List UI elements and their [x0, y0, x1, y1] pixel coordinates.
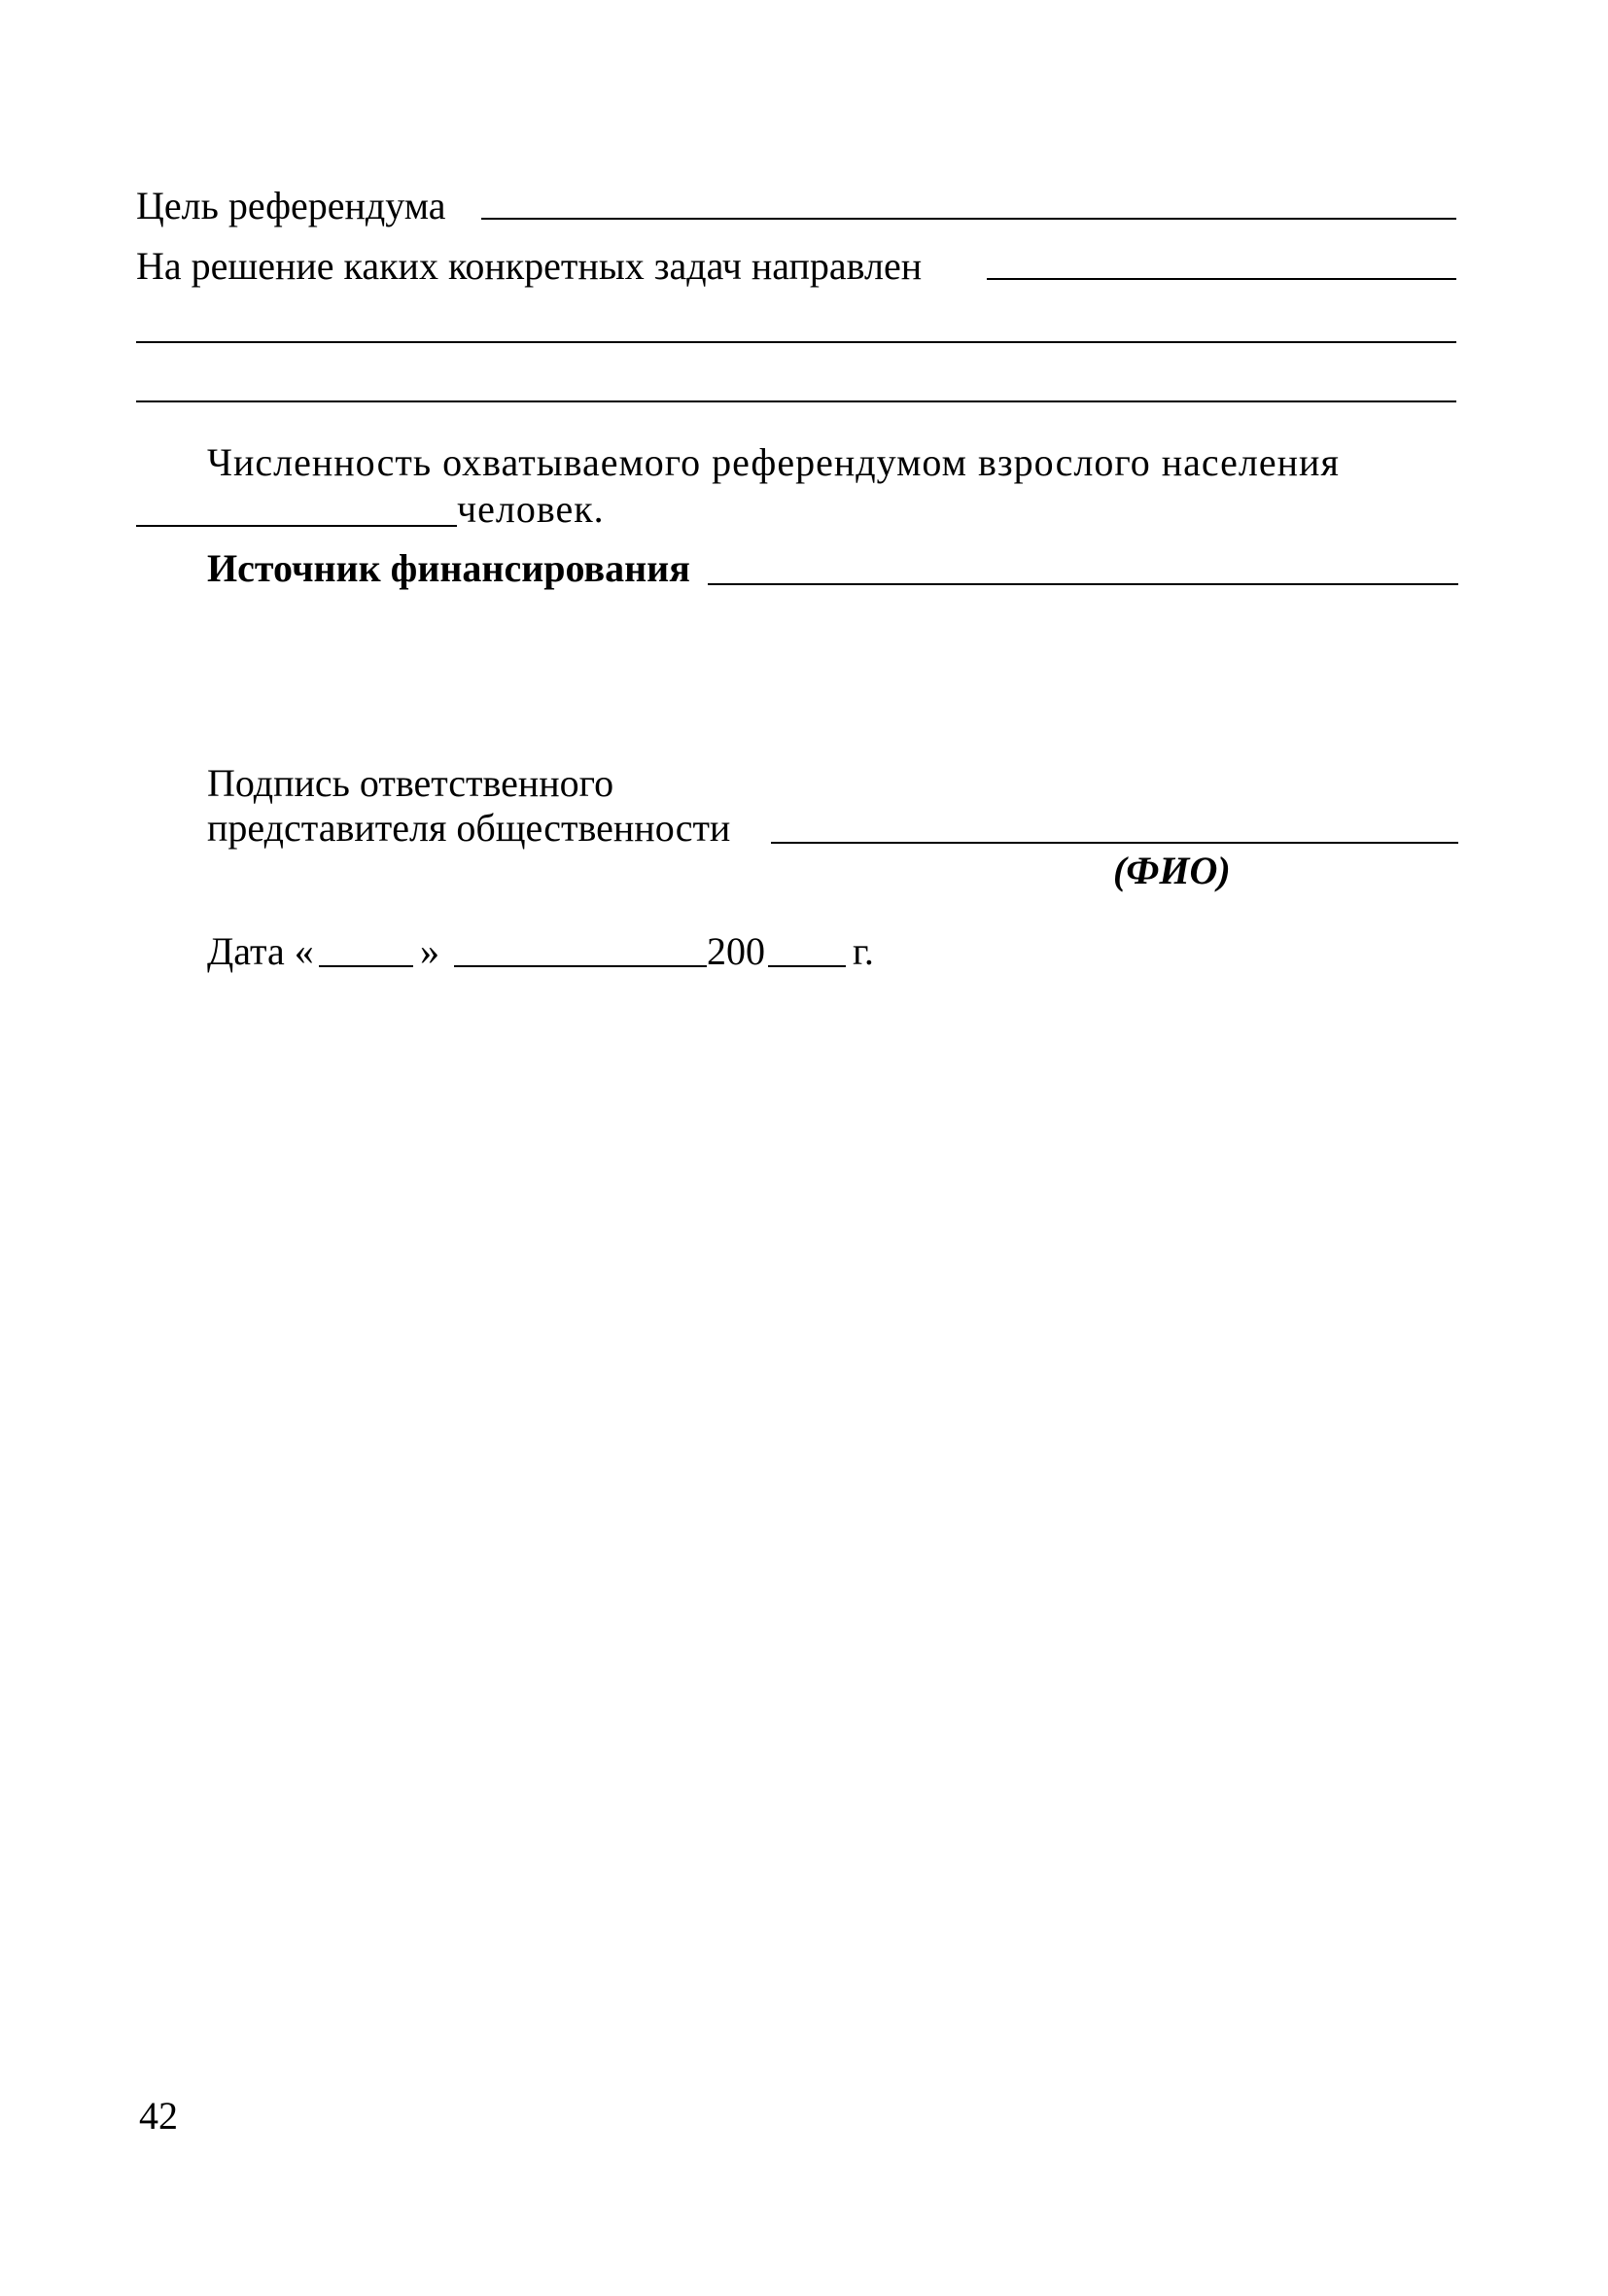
- tasks-fill-line: [987, 278, 1456, 280]
- tasks-label: На решение каких конкретных задач направлен: [136, 244, 923, 288]
- population-unit: человек.: [457, 487, 605, 531]
- date-year-prefix: 200: [707, 929, 765, 973]
- date-label: Дата «: [207, 929, 314, 973]
- population-fill-line: [136, 525, 457, 527]
- date-month-line: [454, 965, 707, 967]
- goal-label: Цель референдума: [136, 184, 446, 227]
- date-day-line: [319, 965, 413, 967]
- page-number: 42: [139, 2094, 178, 2138]
- date-close-quote: »: [420, 929, 439, 973]
- tasks-extra-line-1: [136, 341, 1456, 343]
- funding-label: Источник финансирования: [207, 546, 690, 590]
- signature-label-line-2: представителя общественности: [207, 806, 731, 850]
- date-year-line: [768, 965, 846, 967]
- goal-fill-line: [481, 218, 1456, 220]
- signature-caption: (ФИО): [1113, 849, 1231, 892]
- signature-fill-line: [771, 842, 1458, 844]
- tasks-extra-line-2: [136, 400, 1456, 402]
- population-label: Численность охватываемого референдумом взрослого населения: [207, 440, 1340, 484]
- signature-label-line-1: Подпись ответственного: [207, 761, 614, 805]
- funding-fill-line: [708, 583, 1458, 585]
- date-year-suffix: г.: [853, 929, 874, 973]
